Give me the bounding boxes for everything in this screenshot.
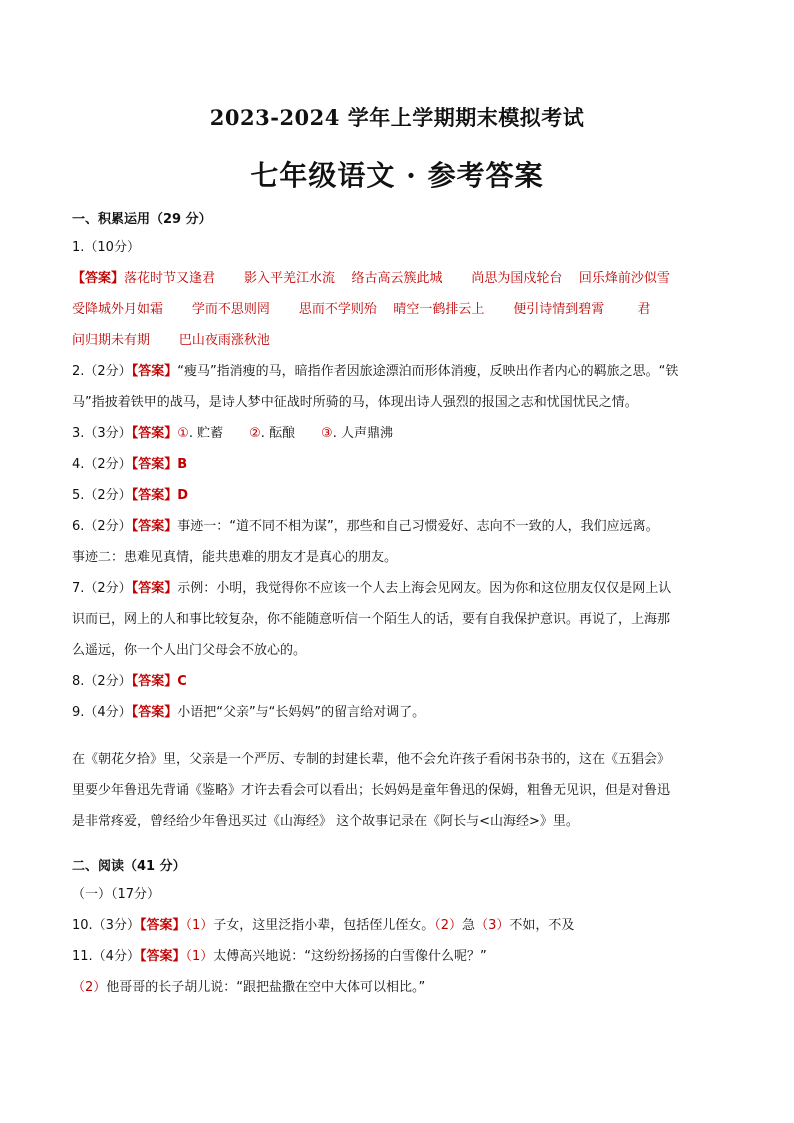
question-label: 2.（2分） [72, 364, 132, 379]
question-label: 7.（2分） [72, 581, 132, 596]
question-label: 6.（2分） [72, 519, 132, 534]
exam-title: 2023-2024 学年上学期期末模拟考试 [209, 105, 585, 130]
answer-text: 子女，这里泛指小辈，包括侄儿侄女。 [213, 918, 435, 933]
answer-text: 事迹二：患难见真情，能共患难的朋友才是真心的朋友。 [72, 550, 398, 565]
question-4 [72, 449, 724, 480]
answer-text: 马”指披着铁甲的战马，是诗人梦中征战时所骑的马，体现出诗人强烈的报国之志和忧国忧民之情。 [72, 395, 638, 410]
question-5 [72, 480, 724, 511]
question-label: 8.（2分） [72, 674, 132, 689]
question-label: 10.（3分） [72, 918, 140, 933]
answer-tag: 【答案】 [131, 519, 178, 534]
question-1-answer-line-3 [72, 325, 724, 356]
question-7-cont [72, 635, 724, 666]
answer-text: 么遥远，你一个人出门父母会不放心的。 [72, 643, 307, 658]
question-9-para-1: 在《朝花夕拾》里，父亲是一个严厉、专制的封建长辈，他不会允许孩子看闲书杂书的，这在《五猖会》 [72, 752, 671, 767]
question-7 [72, 573, 724, 604]
question-6-cont [72, 542, 724, 573]
answer-text: 示例：小明，我觉得你不应该一个人去上海会见网友。因为你和这位朋友仅仅是网上认 [177, 581, 672, 596]
question-11 [72, 941, 724, 972]
choice-answer: D [177, 488, 188, 503]
question-8 [72, 666, 724, 697]
answer-tag: 【答案】 [131, 364, 178, 379]
answer-tag: 【答案】 [72, 271, 125, 286]
answer-tag: 【答案】 [139, 949, 186, 964]
poem-answers-3: 问归期未有期 巴山夜雨涨秋池 [72, 333, 270, 348]
answer-tag: 【答案】 [139, 918, 186, 933]
number-marker: （3） [475, 918, 510, 933]
question-11-cont [72, 972, 724, 1003]
answer-text: . 酝酿 [260, 426, 296, 441]
answer-tag: 【答案】 [131, 674, 178, 689]
answer-text: . 贮蓄 [188, 426, 224, 441]
question-label: 9.（4分） [72, 705, 132, 720]
question-1-answer-line-1 [72, 263, 724, 294]
question-9-para-3: 是非常疼爱，曾经给少年鲁迅买过《山海经》 这个故事记录在《阿长与<山海经>》里。 [72, 814, 579, 829]
answer-text: . 人声鼎沸 [332, 426, 393, 441]
answer-content [72, 208, 724, 1003]
question-label: 5.（2分） [72, 488, 132, 503]
answer-text: 小语把“父亲”与“长妈妈”的留言给对调了。 [177, 705, 426, 720]
answer-text: 不如，不及 [509, 918, 575, 933]
number-marker: ① [177, 426, 189, 441]
question-2 [72, 356, 724, 387]
answer-text: 太傅高兴地说：“这纷纷扬扬的白雪像什么呢？” [213, 949, 487, 964]
answer-text: 急 [462, 918, 476, 933]
answer-tag: 【答案】 [131, 426, 178, 441]
question-3 [72, 418, 724, 449]
answer-text: 识而已，网上的人和事比较复杂，你不能随意听信一个陌生人的话，要有自我保护意识。再说了，上海那 [72, 612, 671, 627]
choice-answer: C [177, 674, 187, 689]
answer-key-title: 七年级语文 · 参考答案 [250, 159, 544, 192]
answer-tag: 【答案】 [131, 581, 178, 596]
question-label: 11.（4分） [72, 949, 140, 964]
number-marker: ③ [321, 426, 333, 441]
question-7-cont [72, 604, 724, 635]
question-label: 3.（3分） [72, 426, 132, 441]
section-heading-2: 二、阅读（41 分） [72, 859, 186, 874]
number-marker: （1） [185, 949, 214, 964]
number-marker: （2） [434, 918, 463, 933]
question-10 [72, 910, 724, 941]
poem-answers-2: 受降城外月如霜 学而不思则罔 思而不学则殆 晴空一鹤排云上 便引诗情到碧霄 君 [72, 302, 651, 317]
question-2-cont [72, 387, 724, 418]
section-heading-1: 一、积累运用（29 分） [72, 212, 212, 227]
answer-tag: 【答案】 [131, 488, 178, 503]
poem-answers-1: 落花时节又逢君 影入平羌江水流 络古高云簇此城 尚思为国戍轮台 回乐烽前沙似雪 [124, 271, 670, 286]
question-9 [72, 697, 724, 728]
choice-answer: B [177, 457, 188, 472]
question-label: 4.（2分） [72, 457, 132, 472]
answer-text: 他哥哥的长子胡儿说：“跟把盐撒在空中大体可以相比。” [106, 980, 426, 995]
number-marker: （1） [185, 918, 214, 933]
answer-text: 事迹一：“道不同不相为谋”，那些和自己习惯爱好、志向不一致的人，我们应远离。 [177, 519, 659, 534]
question-1-answer-line-2 [72, 294, 724, 325]
answer-tag: 【答案】 [131, 705, 178, 720]
question-9-para-2: 里要少年鲁迅先背诵《鉴略》才许去看会可以看出；长妈妈是童年鲁迅的保姆，粗鲁无见识，但是对鲁迅 [72, 783, 671, 798]
answer-text: “瘦马”指消瘦的马，暗指作者因旅途漂泊而形体消瘦，反映出作者内心的羁旅之思。“铁 [177, 364, 679, 379]
question-1-label: 1.（10分） [72, 240, 140, 255]
question-6 [72, 511, 724, 542]
number-marker: （2） [72, 980, 107, 995]
number-marker: ② [249, 426, 261, 441]
reading-part-1: （一）（17分） [72, 887, 161, 902]
answer-tag: 【答案】 [131, 457, 178, 472]
